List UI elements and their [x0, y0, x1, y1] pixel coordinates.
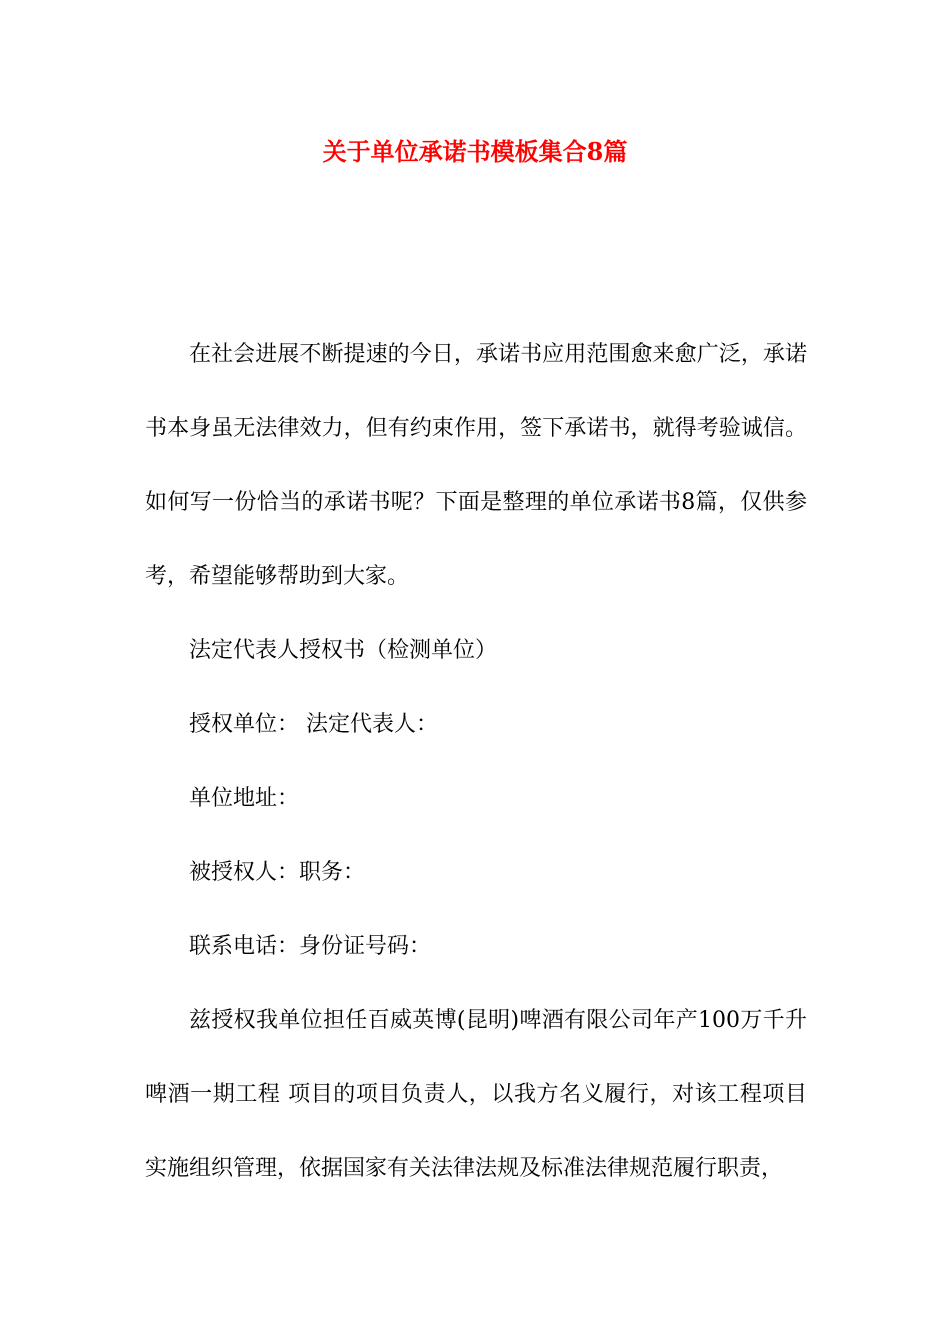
document-title: 关于单位承诺书模板集合8篇: [322, 137, 628, 166]
section-heading: 法定代表人授权书（检测单位）: [189, 638, 498, 663]
field-unit-address: 单位地址：: [189, 786, 300, 811]
field-contact-phone: 联系电话：身份证号码：: [189, 934, 432, 959]
authorization-paragraph: 兹授权我单位担任百威英博(昆明)啤酒有限公司年产100万千升啤酒一期工程 项目的项目负责人，以我方名义履行，对该工程项目实施组织管理，依据国家有关法律法规及标准法律规范履行职责，: [145, 1008, 807, 1181]
field-authorizing-unit: 授权单位： 法定代表人：: [189, 712, 438, 737]
intro-paragraph: 在社会进展不断提速的今日，承诺书应用范围愈来愈广泛，承诺书本身虽无法律效力，但有约束作用，签下承诺书，就得考验诚信。如何写一份恰当的承诺书呢？下面是整理的单位承诺书8篇，仅供参考，希望能够帮助到大家。: [145, 342, 807, 589]
field-authorized-person: 被授权人：职务：: [189, 860, 366, 885]
document-body: [145, 318, 807, 1206]
